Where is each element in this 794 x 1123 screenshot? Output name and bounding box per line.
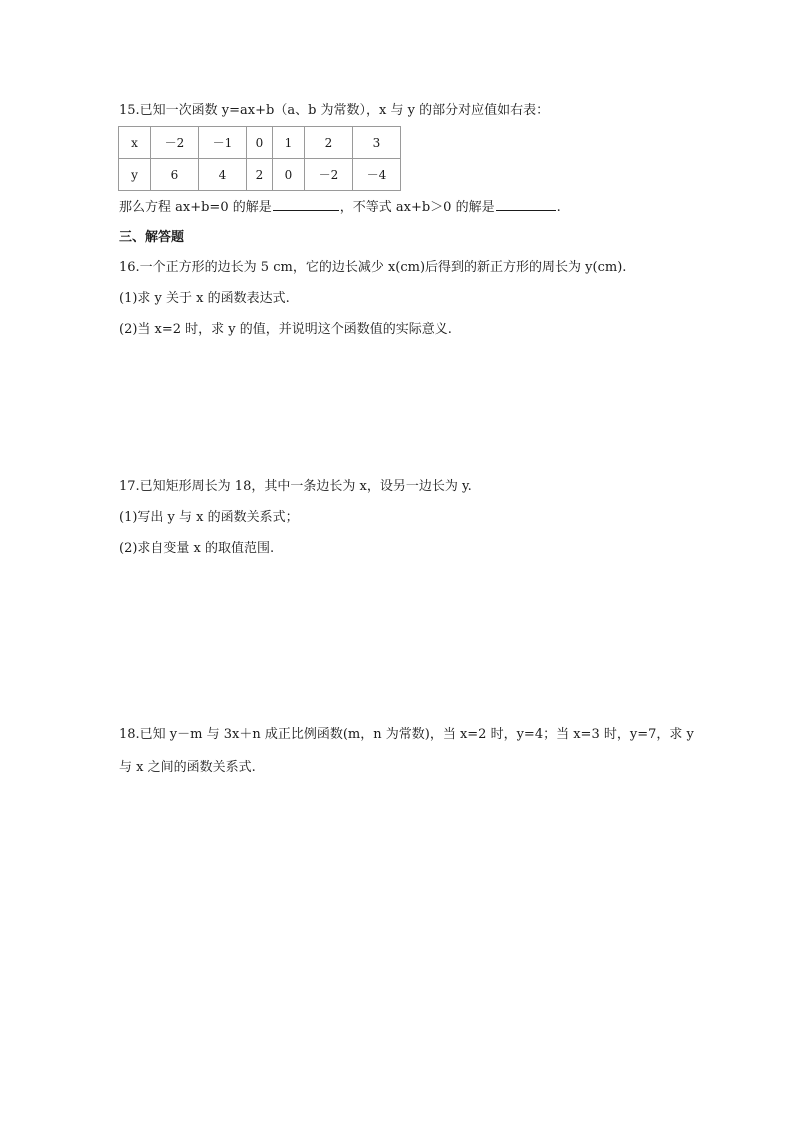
table-cell-y-4: 0 [273, 159, 305, 191]
table-cell-x-2: －1 [199, 127, 247, 159]
table-cell-x-3: 0 [247, 127, 273, 159]
table-row-x [119, 127, 401, 159]
table-cell-y-5: －2 [305, 159, 353, 191]
xy-value-table [118, 126, 401, 191]
table-cell-y-1: 6 [151, 159, 199, 191]
q18-line2: 与 x 之间的函数关系式. [119, 760, 256, 775]
table-cell-y-2: 4 [199, 159, 247, 191]
answer-blank-inequality[interactable] [496, 198, 556, 211]
table-row-y [119, 159, 401, 191]
q16-part1: (1)求 y 关于 x 的函数表达式. [119, 291, 290, 306]
q15-followup [119, 198, 561, 217]
table-header-x: x [119, 127, 151, 159]
table-cell-x-4: 1 [273, 127, 305, 159]
q15-followup-text-2: ，不等式 ax+b＞0 的解是 [339, 200, 495, 215]
q17-part2: (2)求自变量 x 的取值范围. [119, 541, 275, 556]
q15-followup-text-1: 那么方程 ax+b=0 的解是 [119, 200, 272, 215]
table-header-y: y [119, 159, 151, 191]
table-cell-x-1: －2 [151, 127, 199, 159]
table-cell-x-5: 2 [305, 127, 353, 159]
q16-stem: 16.一个正方形的边长为 5 cm，它的边长减少 x(cm)后得到的新正方形的周长为 y(cm). [119, 260, 627, 275]
q15-followup-text-3: . [556, 200, 561, 215]
q15-stem: 15.已知一次函数 y=ax+b（a、b 为常数），x 与 y 的部分对应值如右表： [119, 103, 550, 118]
answer-blank-equation[interactable] [273, 198, 339, 211]
q16-part2: (2)当 x=2 时，求 y 的值，并说明这个函数值的实际意义. [119, 322, 452, 337]
table-cell-y-6: －4 [353, 159, 401, 191]
q17-part1: (1)写出 y 与 x 的函数关系式； [119, 510, 299, 525]
q18-line1: 18.已知 y－m 与 3x＋n 成正比例函数(m，n 为常数)，当 x=2 时，y=4；当 x=3 时，y=7，求 y [119, 727, 694, 742]
section-title: 三、解答题 [119, 230, 185, 245]
q17-stem: 17.已知矩形周长为 18，其中一条边长为 x，设另一边长为 y. [119, 479, 472, 494]
table-cell-x-6: 3 [353, 127, 401, 159]
table-cell-y-3: 2 [247, 159, 273, 191]
